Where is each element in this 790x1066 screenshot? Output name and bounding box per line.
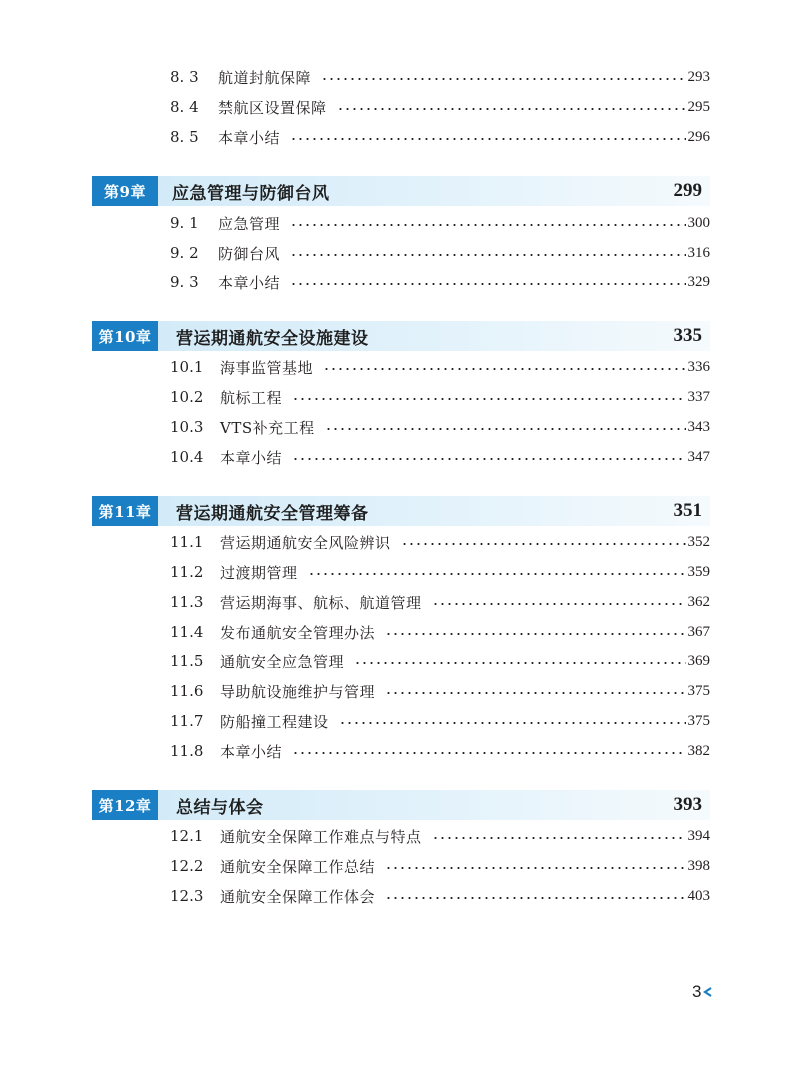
toc-entry[interactable]: [170, 853, 710, 879]
section-title: 航道封航保障: [218, 68, 312, 87]
section-page: 362: [687, 593, 710, 610]
section-title: 海事监管基地: [220, 358, 314, 377]
section-title: 通航安全保障工作体会: [220, 887, 376, 906]
section-number: 9. 1: [170, 214, 199, 232]
chapter-title: 营运期通航安全管理筹备: [176, 503, 369, 524]
toc-entry[interactable]: [170, 529, 710, 555]
section-page: 343: [687, 418, 710, 435]
section-page: 359: [687, 563, 710, 580]
section-title: 本章小结: [220, 448, 283, 467]
dot-leader: [354, 661, 685, 665]
section-number: 11.1: [170, 533, 204, 551]
toc-entry[interactable]: [170, 240, 710, 266]
section-page: 293: [687, 68, 710, 85]
section-title: 本章小结: [218, 128, 281, 147]
section-page: 336: [687, 358, 710, 375]
chapter-page: 393: [673, 794, 702, 815]
chapter-heading[interactable]: [92, 496, 710, 526]
section-number: 11.5: [170, 652, 204, 670]
section-number: 8. 5: [170, 128, 199, 146]
section-title: 防船撞工程建设: [220, 712, 329, 731]
section-page: 382: [687, 742, 710, 759]
chapter-title: 总结与体会: [176, 797, 264, 818]
chapter-badge: 第9章: [92, 176, 158, 206]
section-title: 过渡期管理: [220, 563, 298, 582]
toc-entry[interactable]: [170, 648, 710, 674]
section-title: 禁航区设置保障: [218, 98, 327, 117]
section-title: 营运期海事、航标、航道管理: [220, 593, 422, 612]
toc-entry[interactable]: [170, 619, 710, 645]
dot-leader: [292, 751, 685, 755]
dot-leader: [321, 77, 685, 81]
section-number: 12.2: [170, 857, 204, 875]
dot-leader: [292, 397, 685, 401]
dot-leader: [337, 107, 686, 111]
section-title: VTS补充工程: [220, 418, 315, 437]
section-page: 295: [687, 98, 710, 115]
section-page: 352: [687, 533, 710, 550]
section-title: 航标工程: [220, 388, 283, 407]
dot-leader: [292, 457, 685, 461]
section-number: 11.6: [170, 682, 204, 700]
toc-entry[interactable]: [170, 708, 710, 734]
toc-entry[interactable]: [170, 678, 710, 704]
section-number: 10.3: [170, 418, 204, 436]
dot-leader: [385, 691, 685, 695]
dot-leader: [401, 542, 686, 546]
toc-entry[interactable]: [170, 384, 710, 410]
section-page: 394: [687, 827, 710, 844]
toc-entry[interactable]: [170, 823, 710, 849]
section-title: 通航安全保障工作难点与特点: [220, 827, 422, 846]
dot-leader: [385, 632, 685, 636]
chapter-heading[interactable]: [92, 321, 710, 351]
toc-entry[interactable]: [170, 354, 710, 380]
toc-entry[interactable]: [170, 559, 710, 585]
section-number: 11.2: [170, 563, 204, 581]
section-title: 发布通航安全管理办法: [220, 623, 376, 642]
section-page: 296: [687, 128, 710, 145]
chapter-badge: 第10章: [92, 321, 158, 351]
section-title: 本章小结: [220, 742, 283, 761]
section-page: 347: [687, 448, 710, 465]
toc-entry[interactable]: [170, 94, 710, 120]
toc-entry[interactable]: [170, 738, 710, 764]
chapter-title: 营运期通航安全设施建设: [176, 328, 369, 349]
section-number: 10.2: [170, 388, 204, 406]
section-title: 应急管理: [218, 214, 281, 233]
dot-leader: [385, 866, 685, 870]
section-title: 本章小结: [218, 273, 281, 292]
section-page: 316: [687, 244, 710, 261]
section-number: 11.3: [170, 593, 204, 611]
dot-leader: [290, 223, 685, 227]
dot-leader: [290, 253, 685, 257]
section-page: 337: [687, 388, 710, 405]
section-number: 8. 4: [170, 98, 199, 116]
toc-entry[interactable]: [170, 883, 710, 909]
chapter-page: 299: [673, 180, 702, 201]
section-title: 通航安全应急管理: [220, 652, 345, 671]
dot-leader: [339, 721, 686, 725]
chapter-heading[interactable]: [92, 176, 710, 206]
chapter-page: 335: [673, 325, 702, 346]
section-title: 导助航设施维护与管理: [220, 682, 376, 701]
page-number: 3: [692, 982, 702, 1001]
dot-leader: [308, 572, 686, 576]
toc-entry[interactable]: [170, 414, 710, 440]
dot-leader: [290, 282, 685, 286]
section-number: 11.7: [170, 712, 204, 730]
toc-entry[interactable]: [170, 269, 710, 295]
dot-leader: [290, 137, 685, 141]
section-number: 10.1: [170, 358, 204, 376]
section-number: 10.4: [170, 448, 204, 466]
section-number: 8. 3: [170, 68, 199, 86]
dot-leader: [325, 427, 686, 431]
dot-leader: [432, 602, 686, 606]
chapter-heading[interactable]: [92, 790, 710, 820]
section-title: 防御台风: [218, 244, 281, 263]
dot-leader: [432, 836, 686, 840]
dot-leader: [385, 896, 685, 900]
section-number: 12.3: [170, 887, 204, 905]
section-page: 375: [687, 682, 710, 699]
chapter-badge: 第12章: [92, 790, 158, 820]
section-number: 11.8: [170, 742, 204, 760]
dot-leader: [323, 367, 685, 371]
chapter-page: 351: [673, 500, 702, 521]
toc-entry[interactable]: [170, 124, 710, 150]
section-page: 329: [687, 273, 710, 290]
chevron-left-icon: [703, 984, 712, 1001]
section-number: 12.1: [170, 827, 204, 845]
section-page: 300: [687, 214, 710, 231]
section-page: 375: [687, 712, 710, 729]
section-number: 9. 3: [170, 273, 199, 291]
page-number-footer: [692, 982, 712, 1002]
toc-entry[interactable]: [170, 444, 710, 470]
section-page: 369: [687, 652, 710, 669]
toc-entry[interactable]: [170, 64, 710, 90]
section-number: 11.4: [170, 623, 204, 641]
section-title: 通航安全保障工作总结: [220, 857, 376, 876]
section-number: 9. 2: [170, 244, 199, 262]
section-page: 403: [687, 887, 710, 904]
section-title: 营运期通航安全风险辨识: [220, 533, 391, 552]
section-page: 398: [687, 857, 710, 874]
section-page: 367: [687, 623, 710, 640]
chapter-badge: 第11章: [92, 496, 158, 526]
toc-entry[interactable]: [170, 210, 710, 236]
chapter-title: 应急管理与防御台风: [172, 183, 330, 204]
toc-entry[interactable]: [170, 589, 710, 615]
